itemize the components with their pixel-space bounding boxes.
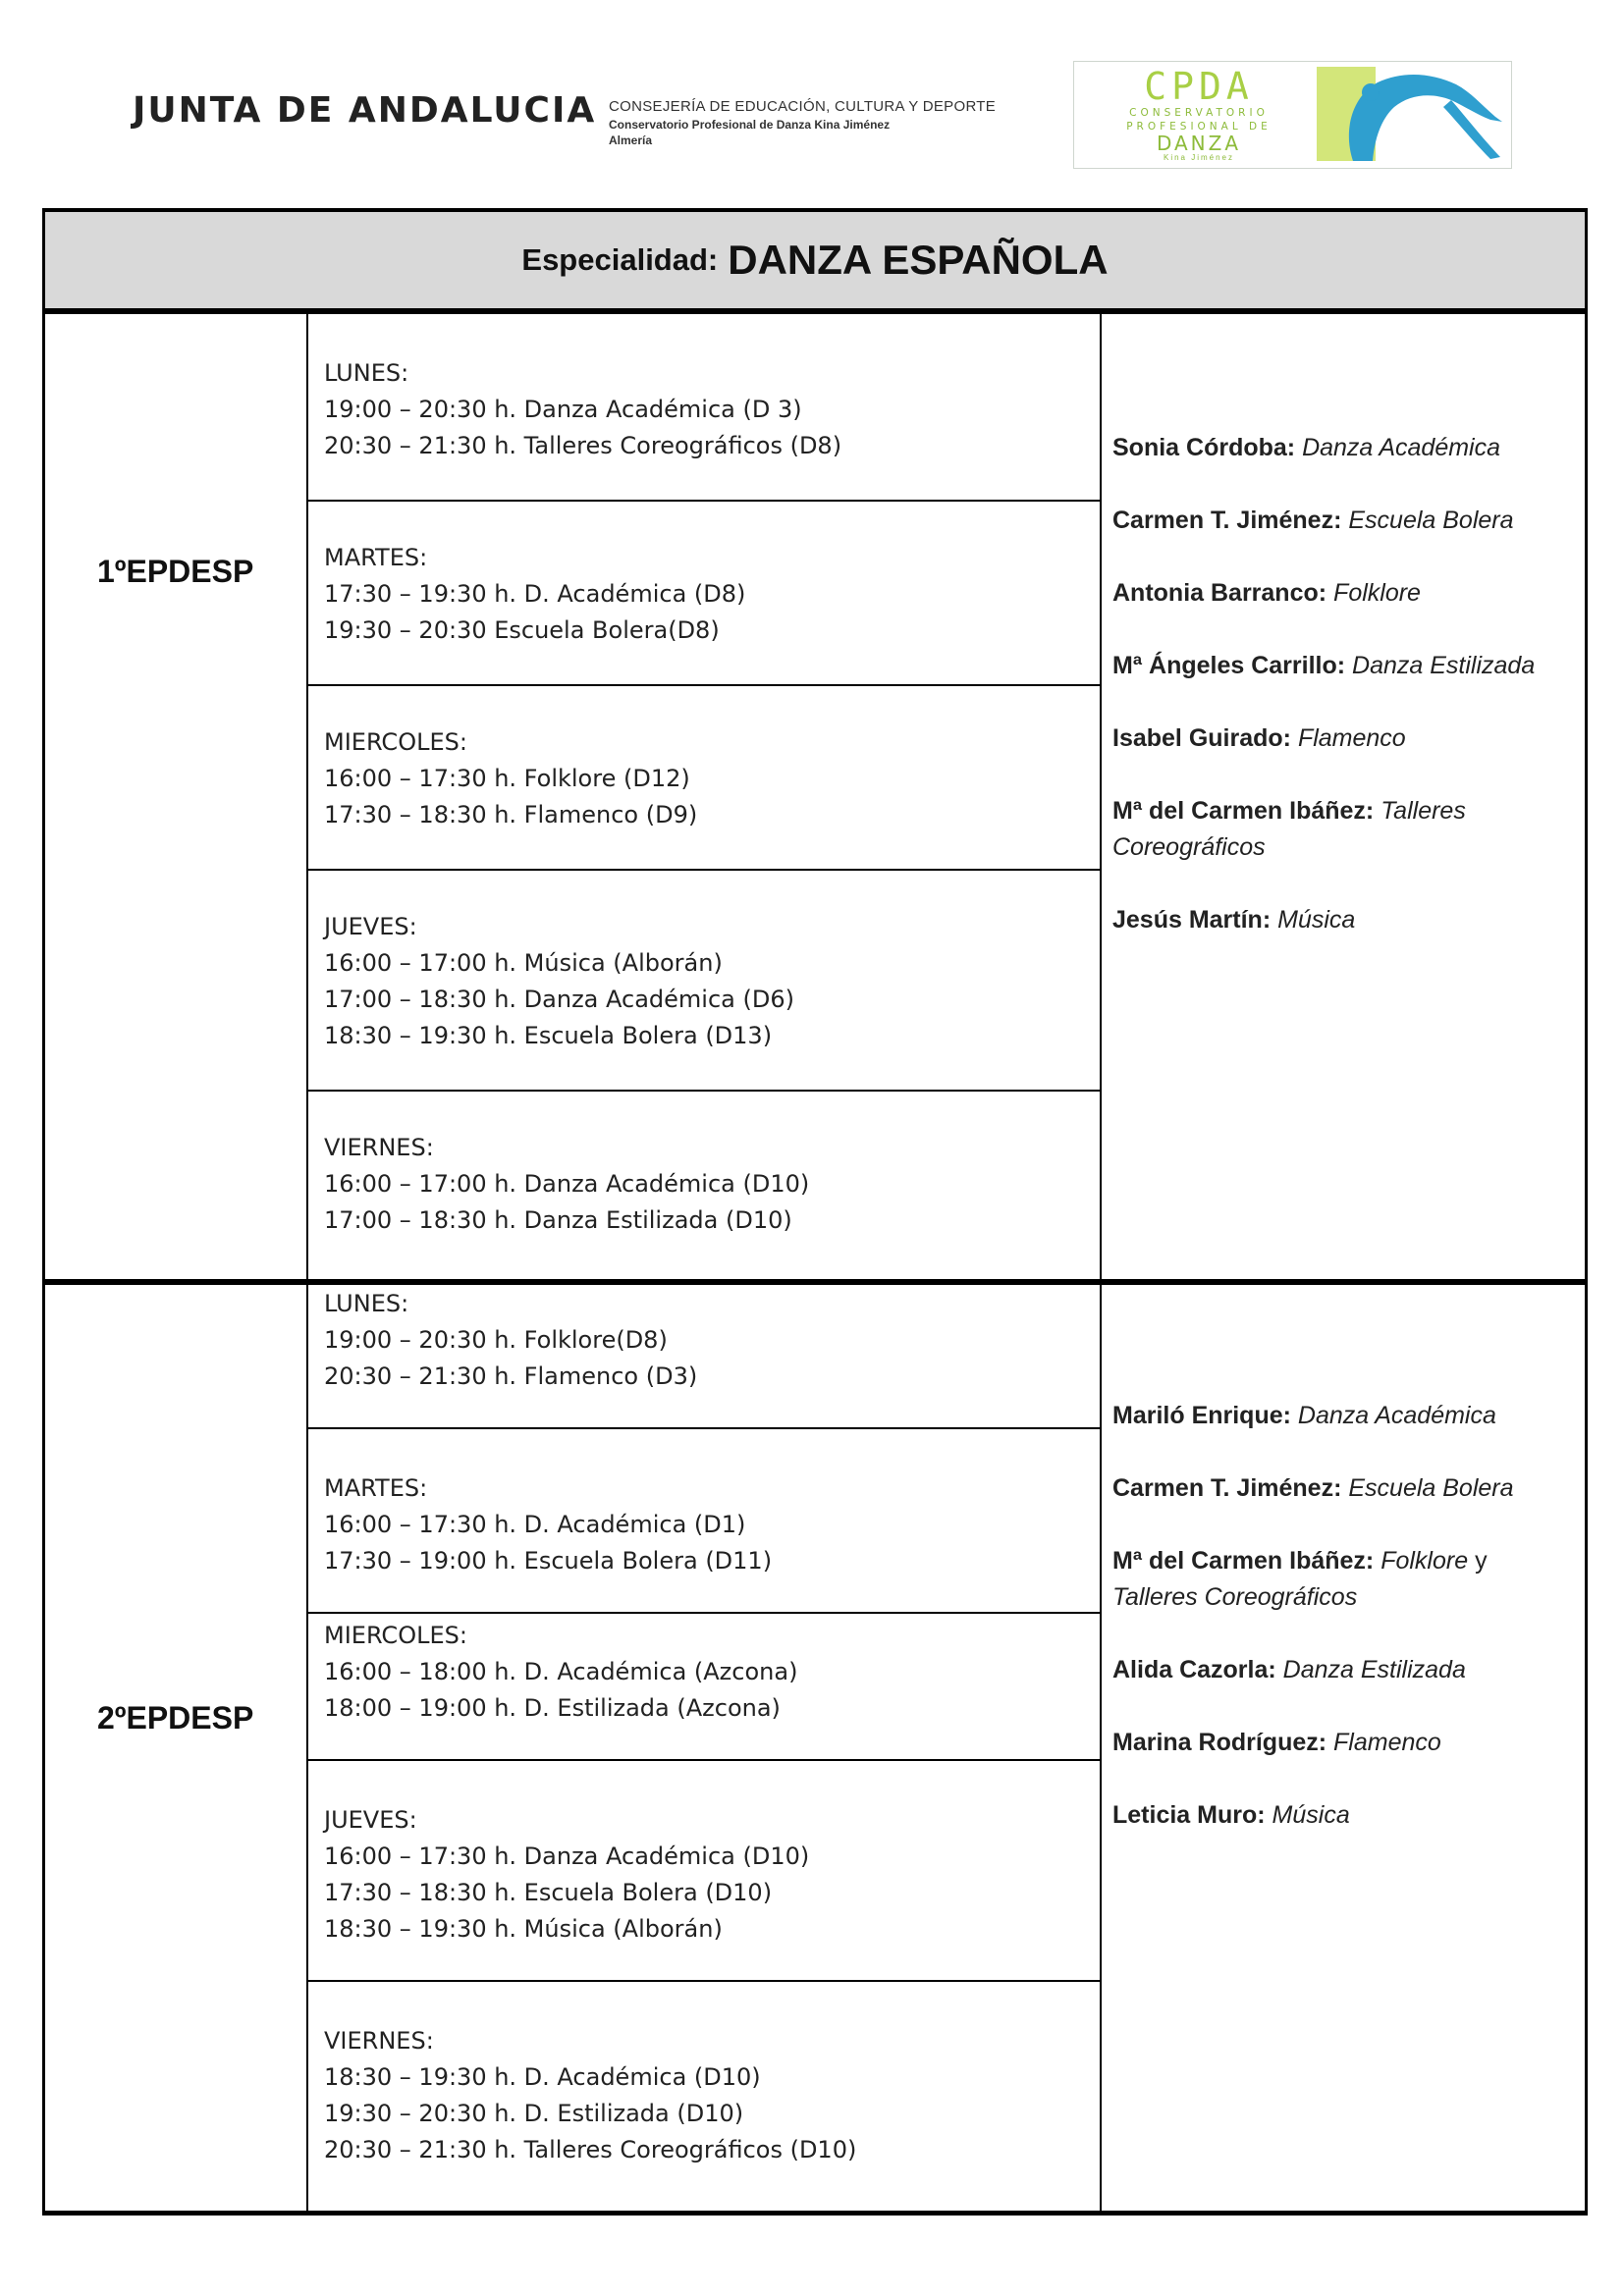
teacher-entry xyxy=(1112,1470,1574,1507)
teacher-subject-2: Talleres Coreográficos xyxy=(1112,1583,1358,1611)
city-name: Almería xyxy=(609,133,653,147)
logo-line-4: Kina Jiménez xyxy=(1163,153,1235,162)
teacher-subject: Danza Académica xyxy=(1297,1402,1496,1429)
day-name: LUNES: xyxy=(324,359,409,387)
day-cell-monday-2 xyxy=(324,1286,1100,1395)
teacher-name: Isabel Guirado: xyxy=(1112,724,1291,752)
consejeria-name: CONSEJERÍA DE EDUCACIÓN, CULTURA Y DEPORTE xyxy=(609,98,997,115)
cpda-logo xyxy=(1073,61,1512,169)
teacher-entry xyxy=(1112,793,1574,866)
time-slot: 18:30 – 19:30 h. D. Académica (D10) xyxy=(324,2063,761,2091)
dancer-silhouette-icon xyxy=(1333,63,1510,167)
teacher-name: Mª del Carmen Ibáñez: xyxy=(1112,1547,1375,1575)
teacher-subject: Flamenco xyxy=(1297,724,1406,752)
time-slot: 16:00 – 17:00 h. Música (Alborán) xyxy=(324,949,723,977)
teacher-subject: Música xyxy=(1277,906,1356,934)
day-cell-monday-1 xyxy=(324,355,1100,464)
day-name: VIERNES: xyxy=(324,2027,434,2055)
time-slot: 17:30 – 19:30 h. D. Académica (D8) xyxy=(324,580,746,608)
time-slot: 20:30 – 21:30 h. Talleres Coreográficos (D10) xyxy=(324,2136,857,2163)
time-slot: 19:00 – 20:30 h. Folklore(D8) xyxy=(324,1326,668,1354)
day-name: VIERNES: xyxy=(324,1134,434,1161)
teacher-name: Leticia Muro: xyxy=(1112,1801,1266,1829)
teacher-name: Antonia Barranco: xyxy=(1112,579,1327,607)
day-name: MARTES: xyxy=(324,544,428,571)
day-name: MARTES: xyxy=(324,1474,428,1502)
specialty-label: Especialidad: xyxy=(521,242,719,277)
time-slot: 18:00 – 19:00 h. D. Estilizada (Azcona) xyxy=(324,1694,781,1722)
time-slot: 16:00 – 17:30 h. Folklore (D12) xyxy=(324,765,690,792)
teacher-name: Carmen T. Jiménez: xyxy=(1112,1474,1342,1502)
consejeria-block xyxy=(609,98,996,147)
teacher-name: Mª del Carmen Ibáñez: xyxy=(1112,797,1375,825)
logo-line-3: DANZA xyxy=(1156,132,1242,155)
time-slot: 17:00 – 18:30 h. Danza Académica (D6) xyxy=(324,986,794,1013)
day-name: JUEVES: xyxy=(324,913,417,940)
schedule-table xyxy=(42,208,1588,2216)
course-code-2: 2ºEPDESP xyxy=(97,1700,254,1735)
time-slot: 19:30 – 20:30 Escuela Bolera(D8) xyxy=(324,616,720,644)
time-slot: 16:00 – 17:00 h. Danza Académica (D10) xyxy=(324,1170,810,1198)
teacher-entry xyxy=(1112,1725,1574,1761)
specialty-header xyxy=(45,212,1585,308)
teacher-entry xyxy=(1112,1652,1574,1688)
teacher-entry xyxy=(1112,1543,1574,1616)
specialty-value: DANZA ESPAÑOLA xyxy=(728,237,1109,283)
time-slot: 17:30 – 19:00 h. Escuela Bolera (D11) xyxy=(324,1547,773,1575)
teacher-entry xyxy=(1112,902,1574,938)
time-slot: 16:00 – 17:30 h. Danza Académica (D10) xyxy=(324,1842,810,1870)
teacher-subject: Escuela Bolera xyxy=(1348,1474,1514,1502)
teacher-name: Marina Rodríguez: xyxy=(1112,1729,1327,1756)
teacher-entry xyxy=(1112,721,1574,757)
day-name: MIERCOLES: xyxy=(324,728,467,756)
teacher-name: Carmen T. Jiménez: xyxy=(1112,507,1342,534)
logo-line-2: PROFESIONAL DE xyxy=(1126,121,1272,133)
teacher-entry xyxy=(1112,648,1574,684)
logo-acronym: CPDA xyxy=(1144,65,1254,108)
day-cell-thursday-2 xyxy=(324,1802,1100,1948)
day-name: LUNES: xyxy=(324,1290,409,1317)
teacher-name: Alida Cazorla: xyxy=(1112,1656,1276,1683)
day-cell-tuesday-2 xyxy=(324,1470,1100,1579)
teacher-name: Mariló Enrique: xyxy=(1112,1402,1291,1429)
time-slot: 20:30 – 21:30 h. Flamenco (D3) xyxy=(324,1362,698,1390)
day-cell-friday-1 xyxy=(324,1130,1100,1239)
time-slot: 18:30 – 19:30 h. Música (Alborán) xyxy=(324,1915,723,1943)
time-slot: 17:30 – 18:30 h. Flamenco (D9) xyxy=(324,801,698,828)
teacher-subject: Escuela Bolera xyxy=(1348,507,1514,534)
document-header xyxy=(0,0,1624,187)
day-cell-friday-2 xyxy=(324,2023,1100,2168)
day-cell-tuesday-1 xyxy=(324,540,1100,649)
time-slot: 16:00 – 18:00 h. D. Académica (Azcona) xyxy=(324,1658,798,1685)
teacher-entry xyxy=(1112,575,1574,612)
teacher-name: Sonia Córdoba: xyxy=(1112,434,1296,461)
teacher-entry xyxy=(1112,430,1574,466)
teacher-entry xyxy=(1112,1797,1574,1834)
teacher-list-1 xyxy=(1112,430,1574,975)
day-cell-wednesday-2 xyxy=(324,1618,1100,1727)
teacher-subject: Danza Estilizada xyxy=(1282,1656,1466,1683)
teacher-name: Mª Ángeles Carrillo: xyxy=(1112,652,1346,679)
teacher-name: Jesús Martín: xyxy=(1112,906,1272,934)
day-cell-thursday-1 xyxy=(324,909,1100,1054)
day-cell-wednesday-1 xyxy=(324,724,1100,833)
time-slot: 20:30 – 21:30 h. Talleres Coreográficos (D8) xyxy=(324,432,842,459)
teacher-entry xyxy=(1112,503,1574,539)
teacher-subject: Danza Académica xyxy=(1302,434,1501,461)
teacher-subject: Flamenco xyxy=(1333,1729,1441,1756)
junta-de-andalucia-wordmark: JUNTA DE ANDALUCIA xyxy=(133,90,597,131)
time-slot: 16:00 – 17:30 h. D. Académica (D1) xyxy=(324,1511,746,1538)
day-name: MIERCOLES: xyxy=(324,1622,467,1649)
teacher-subject: Folklore xyxy=(1333,579,1421,607)
teacher-subject: Talleres Coreográficos xyxy=(1112,797,1466,861)
time-slot: 17:00 – 18:30 h. Danza Estilizada (D10) xyxy=(324,1206,792,1234)
time-slot: 17:30 – 18:30 h. Escuela Bolera (D10) xyxy=(324,1879,773,1906)
teacher-subject: Danza Estilizada xyxy=(1352,652,1536,679)
time-slot: 19:00 – 20:30 h. Danza Académica (D 3) xyxy=(324,396,802,423)
teacher-subject-join: y xyxy=(1475,1547,1488,1575)
teacher-entry xyxy=(1112,1398,1574,1434)
time-slot: 19:30 – 20:30 h. D. Estilizada (D10) xyxy=(324,2100,744,2127)
day-name: JUEVES: xyxy=(324,1806,417,1834)
time-slot: 18:30 – 19:30 h. Escuela Bolera (D13) xyxy=(324,1022,773,1049)
teacher-subject: Música xyxy=(1272,1801,1350,1829)
teacher-list-2 xyxy=(1112,1398,1574,1870)
course-code-1: 1ºEPDESP xyxy=(97,554,254,589)
conservatorio-name: Conservatorio Profesional de Danza Kina Jiménez xyxy=(609,118,891,132)
teacher-subject: Folklore xyxy=(1380,1547,1469,1575)
logo-line-1: CONSERVATORIO xyxy=(1129,107,1269,119)
